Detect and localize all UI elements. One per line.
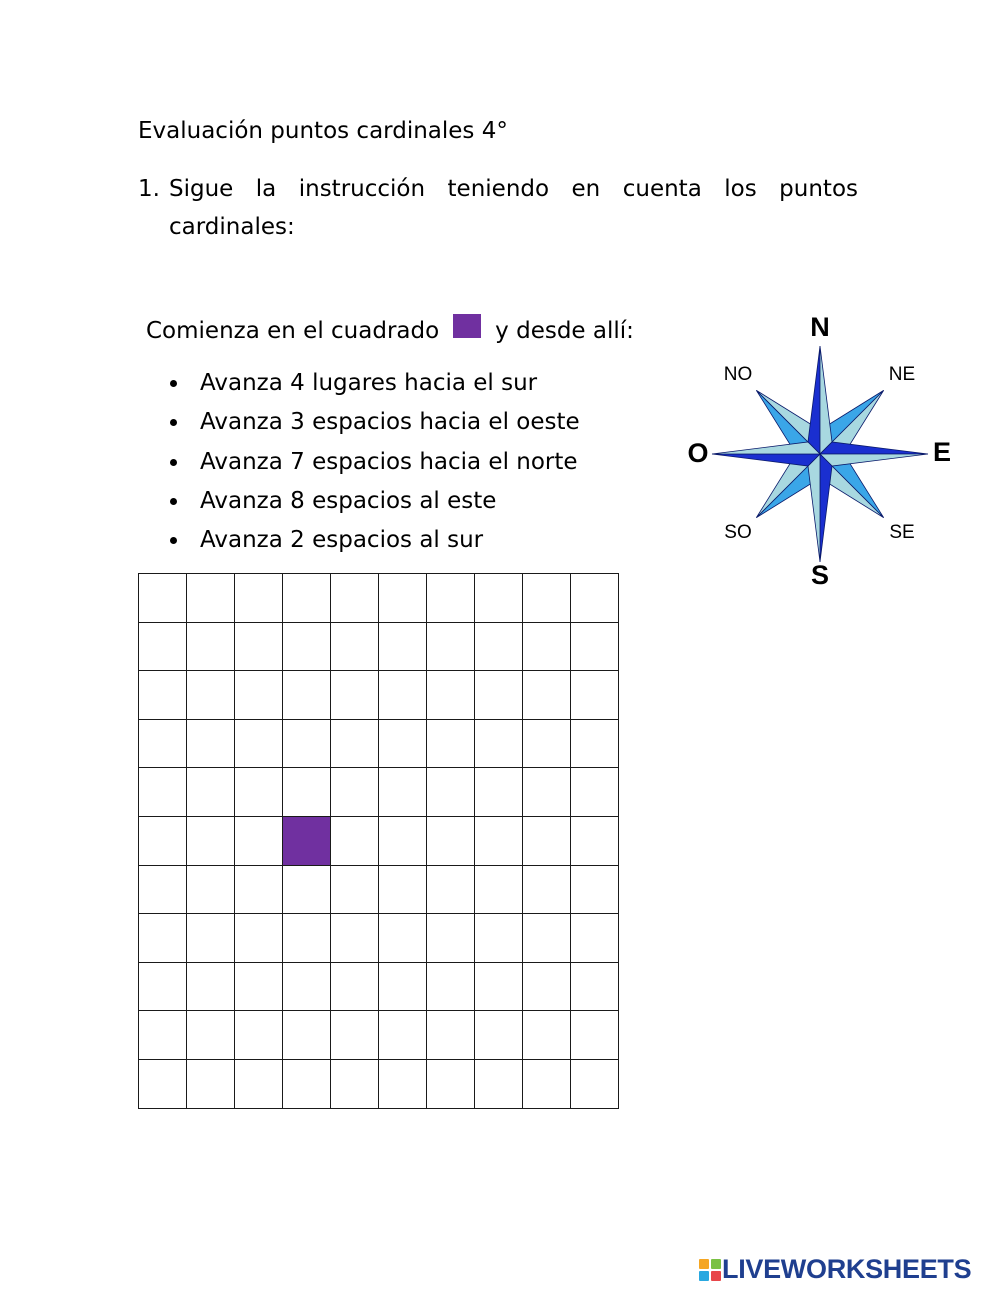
grid-cell[interactable]: [475, 865, 523, 914]
compass-ray-cardinal: [820, 454, 832, 562]
start-text-before: Comienza en el cuadrado: [146, 318, 440, 344]
grid-cell[interactable]: [283, 719, 331, 768]
grid-cell[interactable]: [139, 1011, 187, 1060]
grid-cell[interactable]: [283, 574, 331, 623]
grid-cell[interactable]: [427, 914, 475, 963]
grid-cell[interactable]: [187, 914, 235, 963]
movement-grid: [138, 573, 619, 1109]
grid-cell[interactable]: [283, 1059, 331, 1108]
grid-row: [139, 914, 619, 963]
step-item: [166, 443, 580, 482]
grid-cell[interactable]: [523, 671, 571, 720]
grid-cell[interactable]: [331, 719, 379, 768]
grid-cell[interactable]: [187, 719, 235, 768]
step-text: Avanza 2 espacios al sur: [200, 527, 484, 554]
step-item: [166, 482, 580, 521]
grid-cell[interactable]: [283, 622, 331, 671]
grid-cell[interactable]: [331, 574, 379, 623]
grid-row: [139, 768, 619, 817]
grid-cell[interactable]: [379, 962, 427, 1011]
grid-cell[interactable]: [475, 719, 523, 768]
grid-cell[interactable]: [571, 1011, 619, 1060]
grid-cell[interactable]: [427, 574, 475, 623]
grid-cell[interactable]: [379, 574, 427, 623]
grid-cell[interactable]: [427, 962, 475, 1011]
grid-cell[interactable]: [139, 962, 187, 1011]
grid-cell[interactable]: [187, 671, 235, 720]
grid-cell[interactable]: [331, 768, 379, 817]
compass-ray-cardinal: [808, 454, 820, 562]
logo-text: LIVEWORKSHEETS: [722, 1254, 972, 1284]
compass-label-southeast: SE: [889, 522, 915, 543]
grid-cell[interactable]: [235, 671, 283, 720]
compass-label-west: O: [687, 438, 709, 468]
grid-cell[interactable]: [523, 768, 571, 817]
grid-cell[interactable]: [523, 574, 571, 623]
grid-cell[interactable]: [571, 574, 619, 623]
grid-cell[interactable]: [427, 671, 475, 720]
grid-cell[interactable]: [571, 768, 619, 817]
grid-cell[interactable]: [523, 865, 571, 914]
grid-cell[interactable]: [523, 719, 571, 768]
compass-ray-cardinal: [820, 346, 832, 454]
grid-row: [139, 1059, 619, 1108]
grid-cell[interactable]: [187, 865, 235, 914]
grid-cell[interactable]: [523, 1059, 571, 1108]
grid-cell[interactable]: [139, 719, 187, 768]
logo-blocks-icon: [698, 1258, 722, 1282]
compass-rose-icon: [680, 300, 970, 600]
grid-row: [139, 816, 619, 865]
bullet-icon: [170, 380, 177, 387]
grid-row: [139, 865, 619, 914]
bullet-icon: [170, 498, 177, 505]
grid-cell[interactable]: [523, 816, 571, 865]
grid-cell[interactable]: [475, 1059, 523, 1108]
grid-cell[interactable]: [187, 816, 235, 865]
compass-ray-cardinal: [712, 454, 820, 466]
grid-cell[interactable]: [379, 768, 427, 817]
grid-cell[interactable]: [475, 962, 523, 1011]
grid-cell[interactable]: [235, 622, 283, 671]
grid-cell[interactable]: [187, 574, 235, 623]
compass-ray-cardinal: [820, 454, 928, 466]
grid-row: [139, 574, 619, 623]
grid-cell[interactable]: [571, 719, 619, 768]
grid-cell[interactable]: [523, 962, 571, 1011]
grid-cell[interactable]: [379, 1011, 427, 1060]
grid-cell[interactable]: [139, 914, 187, 963]
grid-cell[interactable]: [475, 914, 523, 963]
grid-row: [139, 671, 619, 720]
step-text: Avanza 3 espacios hacia el oeste: [200, 409, 580, 436]
grid-row: [139, 962, 619, 1011]
grid-cell[interactable]: [283, 1011, 331, 1060]
grid-cell[interactable]: [379, 816, 427, 865]
question-text: Sigue la instrucción teniendo en cuenta los puntos cardinales:: [169, 176, 858, 240]
start-square-marker: [453, 314, 481, 338]
grid-cell[interactable]: [283, 914, 331, 963]
grid-cell[interactable]: [571, 622, 619, 671]
grid-cell[interactable]: [235, 816, 283, 865]
grid-cell[interactable]: [283, 865, 331, 914]
grid-cell[interactable]: [379, 719, 427, 768]
grid-cell[interactable]: [379, 914, 427, 963]
grid-cell[interactable]: [235, 719, 283, 768]
grid-cell[interactable]: [427, 816, 475, 865]
grid-cell[interactable]: [139, 768, 187, 817]
grid-cell[interactable]: [571, 914, 619, 963]
grid-cell[interactable]: [475, 574, 523, 623]
question-number: 1.: [138, 176, 160, 202]
compass-label-north: N: [810, 312, 830, 342]
grid-cell[interactable]: [523, 1011, 571, 1060]
step-item: [166, 403, 580, 442]
grid-cell[interactable]: [475, 671, 523, 720]
grid-cell[interactable]: [331, 962, 379, 1011]
compass-ray-cardinal: [808, 346, 820, 454]
compass-label-east: E: [932, 437, 952, 467]
grid-cell[interactable]: [571, 671, 619, 720]
grid-cell[interactable]: [235, 962, 283, 1011]
grid-row: [139, 719, 619, 768]
grid-cell[interactable]: [235, 1011, 283, 1060]
grid-cell[interactable]: [523, 622, 571, 671]
compass-ray-cardinal: [712, 442, 820, 454]
grid-cell[interactable]: [379, 865, 427, 914]
grid-cell[interactable]: [379, 622, 427, 671]
grid-cell[interactable]: [379, 671, 427, 720]
compass-label-southwest: SO: [724, 522, 752, 543]
bullet-icon: [170, 537, 177, 544]
grid-row: [139, 622, 619, 671]
grid-cell[interactable]: [139, 865, 187, 914]
grid-cell[interactable]: [235, 768, 283, 817]
grid-cell[interactable]: [475, 1011, 523, 1060]
grid-cell[interactable]: [139, 622, 187, 671]
grid-cell[interactable]: [283, 768, 331, 817]
grid-cell[interactable]: [235, 865, 283, 914]
grid-cell[interactable]: [235, 1059, 283, 1108]
grid-cell[interactable]: [475, 768, 523, 817]
grid-cell[interactable]: [139, 671, 187, 720]
grid-cell[interactable]: [283, 962, 331, 1011]
grid-cell[interactable]: [235, 914, 283, 963]
grid-cell[interactable]: [187, 768, 235, 817]
grid-cell[interactable]: [571, 962, 619, 1011]
grid-cell[interactable]: [331, 671, 379, 720]
grid-cell[interactable]: [139, 574, 187, 623]
steps-list: [166, 364, 580, 560]
compass-label-south: S: [810, 560, 830, 590]
grid-cell[interactable]: [379, 1059, 427, 1108]
grid-cell[interactable]: [427, 719, 475, 768]
compass-label-northwest: NO: [723, 364, 753, 385]
grid-cell[interactable]: [331, 914, 379, 963]
grid-cell[interactable]: [331, 1011, 379, 1060]
grid-cell[interactable]: [475, 816, 523, 865]
grid-cell[interactable]: [571, 865, 619, 914]
grid-cell[interactable]: [283, 671, 331, 720]
step-text: Avanza 4 lugares hacia el sur: [200, 370, 538, 396]
grid-cell[interactable]: [139, 816, 187, 865]
compass-ray-cardinal: [820, 442, 928, 454]
step-item: [166, 521, 580, 560]
liveworksheets-logo: [698, 1254, 971, 1285]
grid-cell-start[interactable]: [283, 816, 331, 865]
grid-cell[interactable]: [331, 865, 379, 914]
step-text: Avanza 7 espacios hacia el norte: [200, 448, 578, 475]
grid-cell[interactable]: [331, 1059, 379, 1108]
bullet-icon: [170, 459, 177, 466]
bullet-icon: [170, 419, 177, 426]
worksheet-title: Evaluación puntos cardinales 4°: [138, 118, 508, 144]
grid-row: [139, 1011, 619, 1060]
step-item: [166, 364, 580, 403]
grid-cell[interactable]: [187, 622, 235, 671]
grid-cell[interactable]: [427, 1011, 475, 1060]
grid-cell[interactable]: [475, 622, 523, 671]
grid-cell[interactable]: [187, 1011, 235, 1060]
grid-cell[interactable]: [571, 1059, 619, 1108]
grid-cell[interactable]: [331, 622, 379, 671]
grid-cell[interactable]: [187, 962, 235, 1011]
grid-cell[interactable]: [427, 865, 475, 914]
grid-cell[interactable]: [571, 816, 619, 865]
compass-label-northeast: NE: [888, 364, 916, 385]
grid-cell[interactable]: [235, 574, 283, 623]
step-text: Avanza 8 espacios al este: [200, 487, 497, 514]
grid-cell[interactable]: [427, 1059, 475, 1108]
grid-cell[interactable]: [427, 622, 475, 671]
start-text-after: y desde allí:: [495, 318, 634, 344]
start-instruction: [146, 314, 634, 348]
grid-cell[interactable]: [331, 816, 379, 865]
question-1: [138, 170, 858, 246]
grid-cell[interactable]: [187, 1059, 235, 1108]
grid-cell[interactable]: [427, 768, 475, 817]
grid-cell[interactable]: [523, 914, 571, 963]
grid-cell[interactable]: [139, 1059, 187, 1108]
